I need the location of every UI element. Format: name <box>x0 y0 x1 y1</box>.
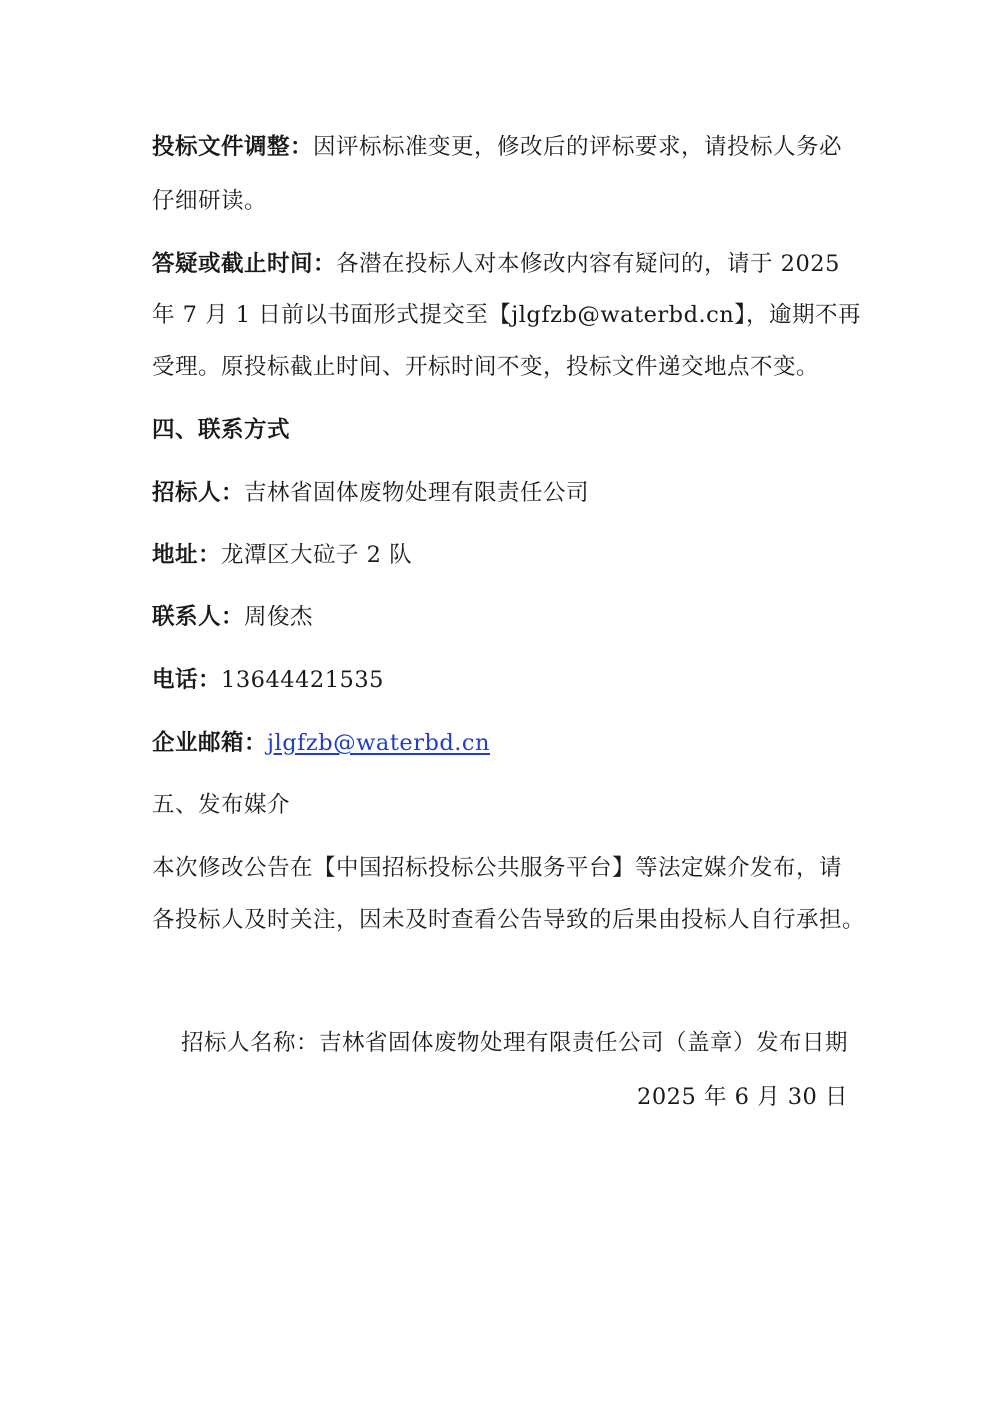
adjustment-paragraph-line2 <box>152 185 267 217</box>
adjustment-text-1: 因评标标准变更，修改后的评标要求，请投标人务必 <box>313 134 843 160</box>
email-label: 企业邮箱： <box>152 730 268 756</box>
signature-line1: 招标人名称：吉林省固体废物处理有限责任公司（盖章）发布日期 <box>180 1030 848 1056</box>
deadline-text-2: 年 7 月 1 日前以书面形式提交至【jlgfzb@waterbd.cn】，逾期不再 <box>152 302 861 328</box>
address-value: 龙潭区大砬子 2 队 <box>221 542 413 568</box>
contact-person-row <box>152 601 313 633</box>
deadline-text-3: 受理。原投标截止时间、开标时间不变，投标文件递交地点不变。 <box>152 354 820 380</box>
adjustment-label: 投标文件调整： <box>152 134 314 160</box>
deadline-paragraph-line1 <box>152 248 840 280</box>
address-label: 地址： <box>152 542 222 568</box>
deadline-text-1: 各潜在投标人对本修改内容有疑问的，请于 2025 <box>336 251 840 277</box>
media-heading: 五、发布媒介 <box>152 792 291 818</box>
adjustment-paragraph-line1 <box>152 131 842 163</box>
signature-date: 2025 年 6 月 30 日 <box>637 1084 848 1110</box>
deadline-paragraph-line2 <box>152 299 861 331</box>
media-paragraph-line2: 各投标人及时关注，因未及时查看公告导致的后果由投标人自行承担。 <box>152 907 866 933</box>
tenderer-value: 吉林省固体废物处理有限责任公司 <box>244 480 590 506</box>
phone-row <box>152 664 384 696</box>
phone-value: 13644421535 <box>221 667 384 693</box>
email-row <box>152 727 490 759</box>
media-paragraph-line1: 本次修改公告在【中国招标投标公共服务平台】等法定媒介发布，请 <box>152 855 843 881</box>
adjustment-text-2: 仔细研读。 <box>152 188 268 214</box>
tenderer-row <box>152 477 589 509</box>
contact-person-label: 联系人： <box>152 604 245 630</box>
phone-label: 电话： <box>152 667 222 693</box>
deadline-paragraph-line3 <box>152 351 819 383</box>
contact-person-value: 周俊杰 <box>244 604 314 630</box>
address-row <box>152 539 412 571</box>
email-link[interactable]: jlgfzb@waterbd.cn <box>267 730 491 756</box>
tenderer-label: 招标人： <box>152 480 245 506</box>
deadline-label: 答疑或截止时间： <box>152 251 337 277</box>
contact-heading: 四、联系方式 <box>152 417 291 443</box>
